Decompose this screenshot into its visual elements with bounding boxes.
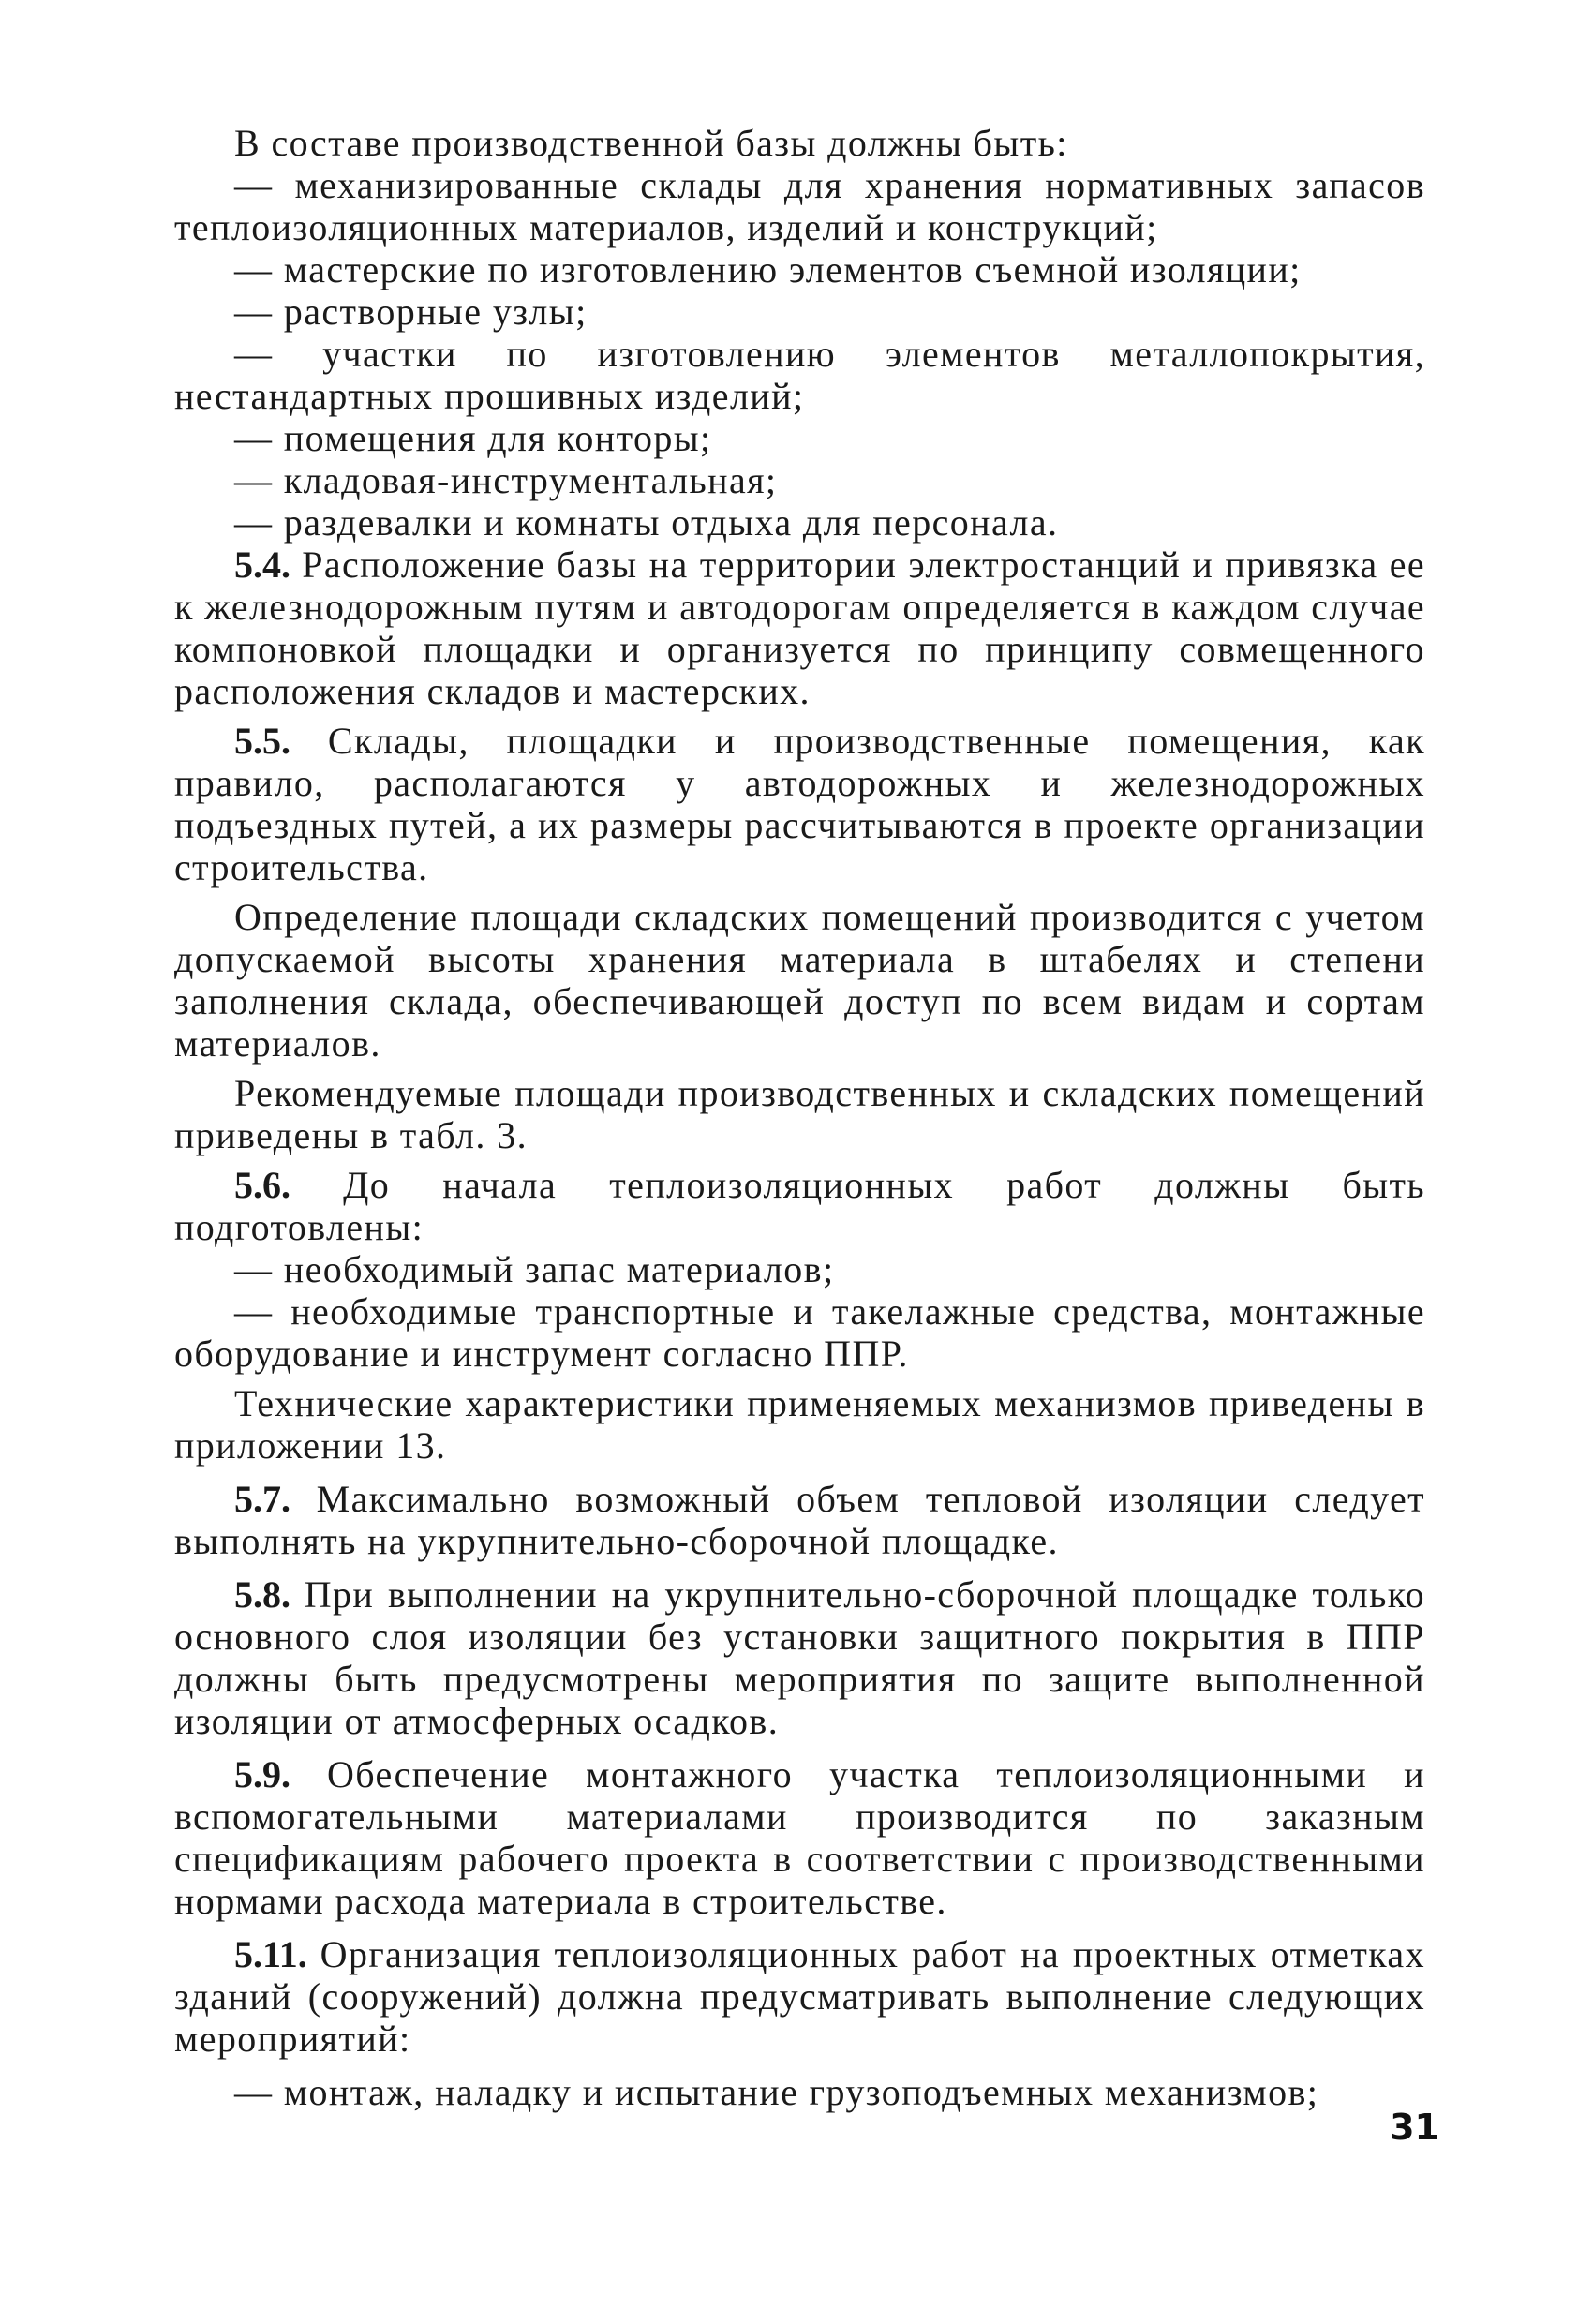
paragraph-text: Рекомендуемые площади производственных и складских помещений приведены в табл. 3. xyxy=(174,1072,1425,1156)
paragraph-number: 5.4. xyxy=(234,544,290,586)
paragraph xyxy=(174,1382,1425,1467)
paragraph-number: 5.6. xyxy=(234,1164,290,1206)
paragraph-text: Максимально возможный объем тепловой изоляции следует выполнять на укрупнительно-сборочной площадке. xyxy=(174,1478,1425,1562)
numbered-paragraph-5-9 xyxy=(174,1753,1425,1922)
paragraph-text: Расположение базы на территории электростанций и привязка ее к железнодорожным путям и автодорогам определяется в каждом случае компоновкой площадки и организуется по принципу совмещенного расположения складов и мастерских. xyxy=(174,544,1426,712)
paragraph-text: При выполнении на укрупнительно-сборочной площадке только основного слоя изоляции без установки защитного покрытия в ППР должны быть предусмотрены мероприятия по защите выполненной изоляции от атмосферных осадков. xyxy=(174,1573,1425,1742)
list-item xyxy=(174,1248,1425,1290)
paragraph-text: В составе производственной базы должны быть: xyxy=(234,122,1068,164)
list-item xyxy=(174,1290,1425,1375)
numbered-paragraph-5-4 xyxy=(174,544,1425,712)
list-item xyxy=(174,2071,1425,2113)
paragraph xyxy=(174,896,1425,1065)
paragraph-text: Определение площади складских помещений производится с учетом допускаемой высоты хранения материала в штабелях и степени заполнения склада, обеспечивающей доступ по всем видам и сортам материалов. xyxy=(174,896,1425,1065)
paragraph-number: 5.11. xyxy=(234,1933,307,1975)
list-item-text: — раздевалки и комнаты отдыха для персонала. xyxy=(234,501,1059,544)
list-item-text: — монтаж, наладку и испытание грузоподъемных механизмов; xyxy=(234,2071,1319,2113)
paragraph-number: 5.5. xyxy=(234,720,290,762)
paragraph-number: 5.9. xyxy=(234,1753,290,1795)
list-item-text: — необходимый запас материалов; xyxy=(234,1248,835,1290)
list-item xyxy=(174,333,1425,417)
paragraph-text: Обеспечение монтажного участка теплоизоляционными и вспомогательными материалами производится по заказным спецификациям рабочего проекта в соответствии с производственными нормами расхода материала в строительстве. xyxy=(174,1753,1425,1922)
paragraph-text: Склады, площадки и производственные помещения, как правило, располагаются у автодорожных и железнодорожных подъездных путей, а их размеры рассчитываются в проекте организации строительства. xyxy=(174,720,1425,888)
list-item xyxy=(174,248,1425,290)
numbered-paragraph-5-5 xyxy=(174,720,1425,888)
paragraph-text: Технические характеристики применяемых механизмов приведены в приложении 13. xyxy=(174,1382,1425,1467)
page-number: 31 xyxy=(1390,2107,1439,2148)
paragraph xyxy=(174,122,1425,164)
numbered-paragraph-5-6 xyxy=(174,1164,1425,1248)
list-item xyxy=(174,501,1425,544)
body-text xyxy=(174,122,1425,2113)
paragraph-text: До начала теплоизоляционных работ должны быть подготовлены: xyxy=(174,1164,1425,1248)
list-item-text: — необходимые транспортные и такелажные средства, монтажные оборудование и инструмент согласно ППР. xyxy=(174,1290,1425,1375)
list-item-text: — мастерские по изготовлению элементов съемной изоляции; xyxy=(234,248,1302,290)
paragraph xyxy=(174,1072,1425,1156)
list-item-text: — кладовая-инструментальная; xyxy=(234,459,778,501)
list-item-text: — механизированные склады для хранения нормативных запасов теплоизоляционных материалов, изделий и конструкций; xyxy=(174,164,1425,248)
paragraph-text: Организация теплоизоляционных работ на проектных отметках зданий (сооружений) должна предусматривать выполнение следующих мероприятий: xyxy=(174,1933,1425,2060)
paragraph-number: 5.8. xyxy=(234,1573,290,1616)
list-item-text: — участки по изготовлению элементов металлопокрытия, нестандартных прошивных изделий; xyxy=(174,333,1425,417)
list-item-text: — помещения для конторы; xyxy=(234,417,712,459)
numbered-paragraph-5-8 xyxy=(174,1573,1425,1742)
list-item xyxy=(174,459,1425,501)
list-item xyxy=(174,290,1425,333)
numbered-paragraph-5-11 xyxy=(174,1933,1425,2060)
list-item xyxy=(174,164,1425,248)
list-item-text: — растворные узлы; xyxy=(234,290,588,333)
numbered-paragraph-5-7 xyxy=(174,1478,1425,1562)
list-item xyxy=(174,417,1425,459)
paragraph-number: 5.7. xyxy=(234,1478,290,1520)
